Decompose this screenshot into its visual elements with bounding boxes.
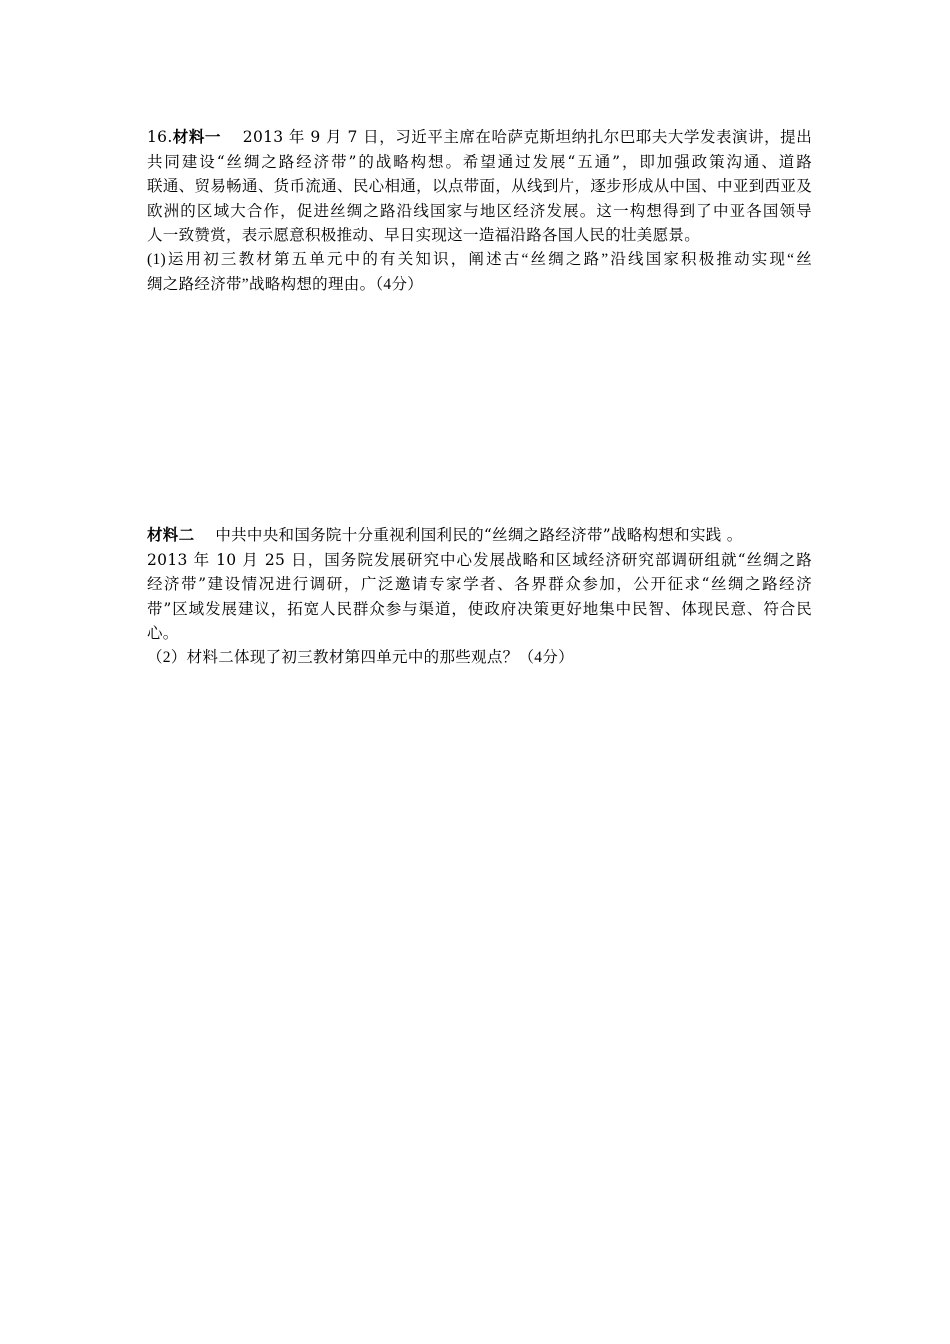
material-one-line-1: [147, 125, 812, 150]
material-one-line-5: 人一致赞赏，表示愿意积极推动、早日实现这一造福沿路各国人民的壮美愿景。: [147, 226, 701, 245]
material-two-text: 中共中央和国务院十分重视利国利民的“丝绸之路经济带”战略构想和实践 。: [215, 526, 743, 544]
sub-question-1-line-2: 绸之路经济带”战略构想的理由。（4分）: [147, 275, 424, 293]
material-two-line-1: [147, 523, 812, 548]
material-two-line-2: 2013 年 10 月 25 日，国务院发展研究中心发展战略和区域经济研究部调研组就“丝绸之路: [147, 550, 812, 569]
material-two-line-4: 带”区域发展建议，拓宽人民群众参与渠道，使政府决策更好地集中民智、体现民意、符合民: [147, 599, 812, 618]
material-one-text: 2013 年 9 月 7 日，习近平主席在哈萨克斯坦纳扎尔巴耶夫大学发表演讲，提出: [242, 128, 812, 146]
material-one-line-2: 共同建设“丝绸之路经济带”的战略构想。希望通过发展“五通”，即加强政策沟通、道路: [147, 152, 812, 171]
question-number: 16.: [147, 128, 173, 146]
material-one-section: [147, 125, 812, 297]
material-one-label: 材料一: [172, 127, 221, 146]
material-two-line-5: 心。: [147, 624, 179, 643]
material-one-line-4: 欧洲的区域大合作，促进丝绸之路沿线国家与地区经济发展。这一构想得到了中亚各国领导: [147, 201, 812, 220]
material-two-line-3: 经济带”建设情况进行调研，广泛邀请专家学者、各界群众参加，公开征求“丝绸之路经济: [147, 575, 812, 594]
sub-question-1-line-1: (1)运用初三教材第五单元中的有关知识，阐述古“丝绸之路”沿线国家积极推动实现“丝: [147, 250, 812, 268]
material-two-label: 材料二: [147, 525, 195, 544]
material-one-line-3: 联通、贸易畅通、货币流通、民心相通，以点带面，从线到片，逐步形成从中国、中亚到西亚及: [147, 177, 812, 196]
material-two-section: [147, 523, 812, 671]
sub-question-2: （2）材料二体现了初三教材第四单元中的那些观点？（4分）: [147, 648, 574, 666]
